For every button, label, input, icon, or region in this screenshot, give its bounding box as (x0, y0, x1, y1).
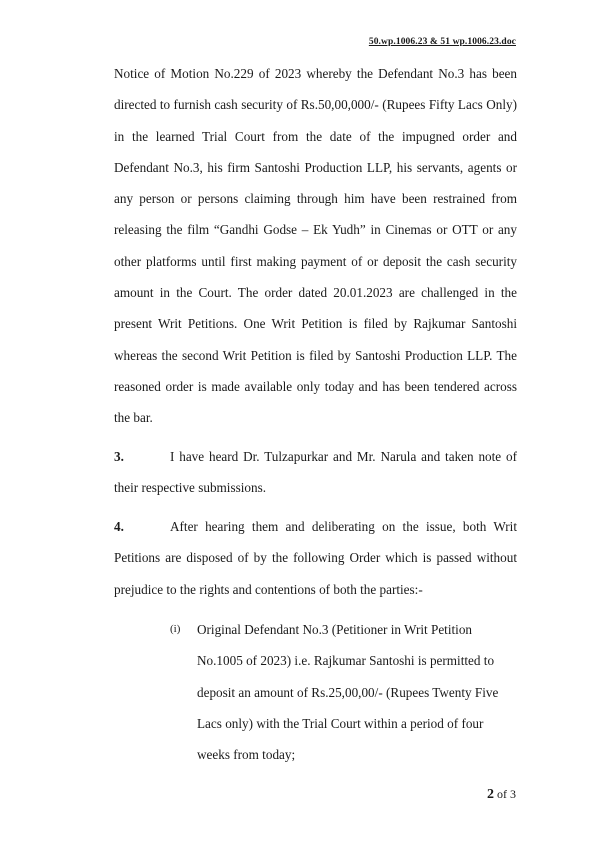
order-item-text: Original Defendant No.3 (Petitioner in Writ Petition No.1005 of 2023) i.e. Rajkumar Santoshi is permitted to deposit an amount of Rs.25,00,00/- (Rupees Twenty Five Lacs only) with the Trial Court within a period of four weeks from today; (197, 622, 499, 763)
document-reference: 50.wp.1006.23 & 51 wp.1006.23.doc (368, 37, 516, 47)
order-item-marker: (i) (170, 623, 181, 635)
page-number (487, 787, 516, 803)
order-item (170, 614, 518, 770)
paragraph-number: 4. (114, 519, 124, 534)
page-number-current: 2 (487, 787, 494, 802)
paragraph-text: After hearing them and deliberating on the issue, both Writ Petitions are disposed of by the following Order which is passed without prejudice to the rights and contentions of both the parties:- (114, 519, 517, 597)
paragraph-4 (114, 511, 517, 605)
paragraph-number: 3. (114, 449, 124, 464)
page-number-total: of 3 (494, 787, 516, 801)
paragraph-3 (114, 441, 517, 504)
paragraph-text: I have heard Dr. Tulzapurkar and Mr. Narula and taken note of their respective submissions. (114, 449, 517, 496)
paragraph-continued: Notice of Motion No.229 of 2023 whereby the Defendant No.3 has been directed to furnish cash security of Rs.50,00,000/- (Rupees Fifty Lacs Only) in the learned Trial Court from the date of the impugned order and Defendant No.3, his firm Santoshi Production LLP, his servants, agents or any person or persons claiming through him have been restrained from releasing the film “Gandhi Godse – Ek Yudh” in Cinemas or OTT or any other platforms until first making payment of or deposit the cash security amount in the Court. The order dated 20.01.2023 are challenged in the present Writ Petitions. One Writ Petition is filed by Rajkumar Santoshi whereas the second Writ Petition is filed by Santoshi Production LLP. The reasoned order is made available only today and has been tendered across the bar. (114, 66, 517, 426)
